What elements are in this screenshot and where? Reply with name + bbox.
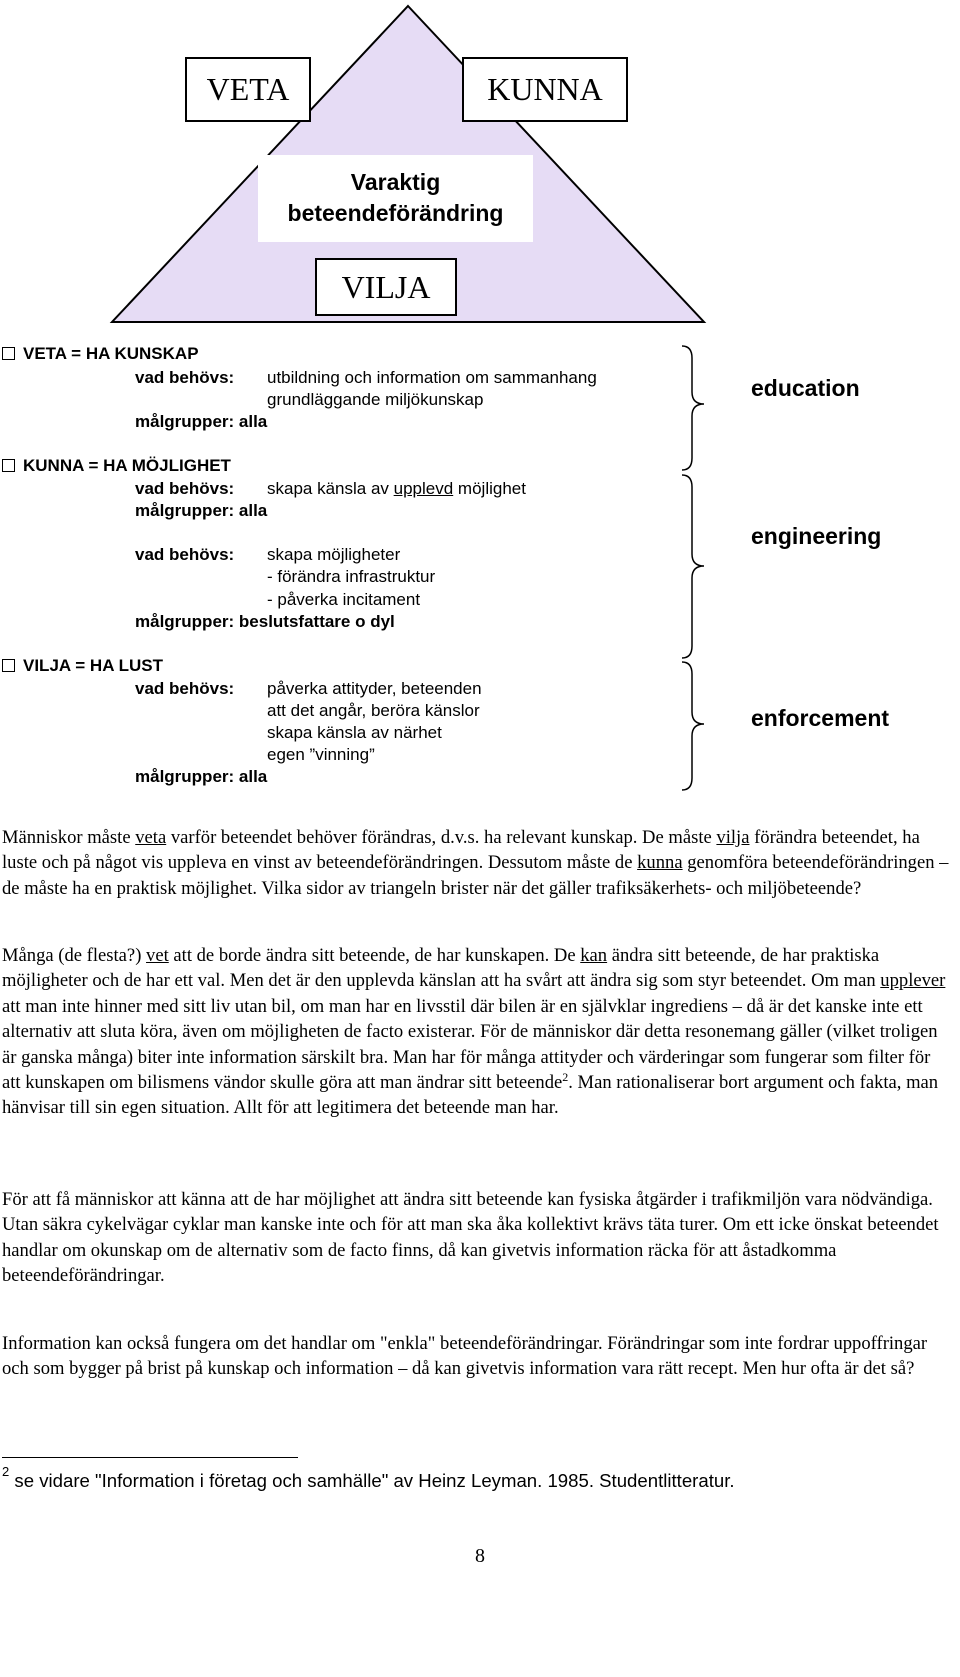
center-box bbox=[258, 155, 533, 242]
heading-text: VETA = HA KUNSKAP bbox=[23, 344, 199, 363]
kunna-box bbox=[462, 57, 628, 122]
need-text: - förändra infrastruktur bbox=[267, 567, 436, 586]
paragraph-4: Information kan också fungera om det handlar om "enkla" beteendeförändringar. Förändringar som inte fordrar uppoffringar och som bygger på brist på kunskap och information – då kan givetvis information vara rätt recept. Men hur ofta är det så? bbox=[2, 1333, 928, 1380]
need-label: vad behövs: bbox=[135, 545, 235, 564]
target-label: målgrupper: alla bbox=[135, 767, 268, 786]
need-label: vad behövs: bbox=[135, 479, 235, 498]
need-label: vad behövs: bbox=[135, 368, 235, 387]
checkbox-icon bbox=[2, 659, 15, 672]
veta-box bbox=[185, 57, 311, 122]
footnote-ref: 2 bbox=[562, 1069, 569, 1084]
group-kunna-heading bbox=[2, 456, 231, 476]
target-label: målgrupper: beslutsfattare o dyl bbox=[135, 612, 395, 631]
need-text: påverka attityder, beteenden bbox=[267, 679, 482, 698]
page-number: 8 bbox=[475, 1545, 485, 1567]
heading-text: KUNNA = HA MÖJLIGHET bbox=[23, 456, 231, 475]
footnote bbox=[2, 1463, 735, 1492]
need-text: egen ”vinning” bbox=[267, 745, 375, 764]
brace-engineering bbox=[682, 475, 704, 658]
brace-enforcement bbox=[682, 662, 704, 790]
need-text: skapa känsla av upplevd möjlighet bbox=[267, 479, 526, 498]
target-label: målgrupper: alla bbox=[135, 501, 268, 520]
paragraph-1: Människor måste veta varför beteendet behöver förändras, d.v.s. ha relevant kunskap. De måste vilja förändra beteendet, ha luste och på något vis uppleva en vinst av beteendeförändringen. Dessutom måste de kunna genomföra beteendeförändringen – de måste ha en praktisk möjlighet. Vilka sidor av triangeln brister när det gäller trafiksäkerhets- och miljöbeteende? bbox=[2, 827, 949, 899]
checkbox-icon bbox=[2, 459, 15, 472]
side-label-education: education bbox=[751, 375, 860, 401]
vilja-label: VILJA bbox=[341, 268, 431, 305]
need-text: skapa känsla av närhet bbox=[267, 723, 442, 742]
veta-label: VETA bbox=[206, 71, 290, 107]
footnote-divider bbox=[2, 1457, 298, 1458]
need-text: - påverka incitament bbox=[267, 590, 421, 609]
checkbox-icon bbox=[2, 347, 15, 360]
need-text: grundläggande miljökunskap bbox=[267, 390, 484, 409]
target-label: målgrupper: alla bbox=[135, 412, 268, 431]
group-veta-heading bbox=[2, 344, 199, 364]
side-label-enforcement: enforcement bbox=[751, 705, 890, 731]
brace-education bbox=[682, 346, 704, 470]
need-label: vad behövs: bbox=[135, 679, 235, 698]
need-text: utbildning och information om sammanhang bbox=[267, 368, 597, 387]
paragraph-2: Många (de flesta?) vet att de borde ändra sitt beteende, de har kunskapen. De kan ändra sitt beteende, de har praktiska möjligheter och de har ett val. Men det är den upplevda känslan att ha svårt att ändra sig som styr beteendet. Om man upplever att man inte hinner med sitt liv utan bil, om man har en livsstil där bilen är en självklar ingrediens – då är det kanske inte ett alternativ att sluta köra, även om möjligheten de facto existerar. För de människor där detta resonemang gäller (vilket troligen är ganska många) biter inte information särskilt bra. Man har för många attityder och värderingar som fungerar som filter för att kunskapen om bilismens vändor skulle göra att man ändrar sitt beteende$^2$. Man rationaliserar bort argument och fakta, man hänvisar till sin egen situation. Allt för att legitimera det beteende man har. bbox=[2, 945, 946, 1119]
vilja-box bbox=[315, 258, 457, 316]
center-line-1: Varaktig bbox=[350, 169, 441, 195]
side-label-engineering: engineering bbox=[751, 523, 882, 549]
kunna-label: KUNNA bbox=[487, 71, 603, 107]
footnote-text: se vidare "Information i företag och samhälle" av Heinz Leyman. 1985. Studentlitteratur. bbox=[9, 1470, 735, 1491]
need-text: skapa möjligheter bbox=[267, 545, 401, 564]
center-line-2: beteendeförändring bbox=[287, 200, 504, 226]
braces bbox=[670, 340, 720, 800]
need-text: att det angår, beröra känslor bbox=[267, 701, 480, 720]
group-vilja-heading bbox=[2, 656, 163, 676]
heading-text: VILJA = HA LUST bbox=[23, 656, 163, 675]
footnote-number: 2 bbox=[2, 1463, 10, 1479]
paragraph-3: För att få människor att känna att de har möjlighet att ändra sitt beteende kan fysiska åtgärder i trafikmiljön vara nödvändiga. Utan säkra cykelvägar cyklar man kanske inte och för att man ska åka kollektivt krävs täta turer. Om ett icke önskat beteendet handlar om okunskap om de alternativ som de facto finns, då kan givetvis information räcka för att åstadkomma beteendeförändringar. bbox=[2, 1189, 939, 1287]
